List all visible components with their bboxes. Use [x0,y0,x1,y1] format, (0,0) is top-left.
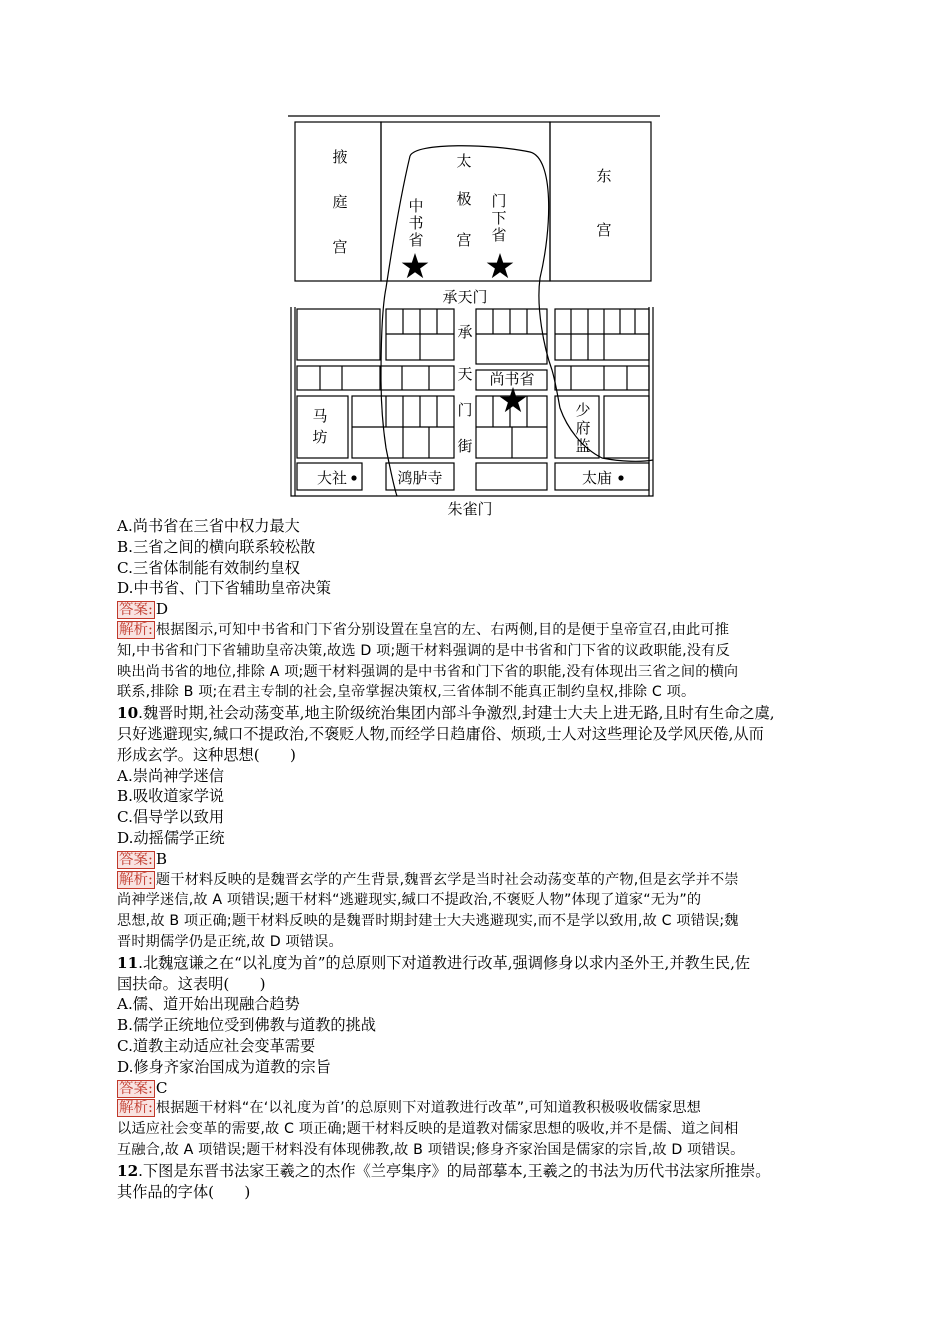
q10-stem: 只好逃避现实,缄口不提政治,不褒贬人物,而经学日趋庸俗、烦琐,士人对这些理论及学风厌倦,从而 [117,724,764,743]
yeting-palace-char: 庭 [332,193,348,211]
q11-stem: 11.北魏寇谦之在“以礼度为首”的总原则下对道教进行改革,强调修身以求内圣外王,并教生民,佐 [117,953,751,972]
zhuque-gate-label: 朱雀门 [447,500,493,518]
q10-analysis-line: 尚神学迷信,故 A 项错误;题干材料“逃避现实,缄口不提政治,不褒贬人物”体现了道家“无为”的 [117,892,702,909]
q10-analysis-line: 解析: 题干材料反映的是魏晋玄学的产生背景,魏晋玄学是当时社会动荡变革的产物,但是玄学并不崇 [119,871,739,888]
east-palace-char: 东 [596,167,612,185]
shaofujian-char: 监 [575,437,591,455]
q9-analysis-line: 联系,排除 B 项;在君主专制的社会,皇帝掌握决策权,三省体制不能真正制约皇权,排除 C 项。 [117,684,696,701]
q11-option-c: C.道教主动适应社会变革需要 [117,1036,316,1055]
q11-option-a: A.儒、道开始出现融合趋势 [117,995,300,1014]
answer-tag: 答案: [119,851,153,868]
shaofujian-char: 少 [575,401,591,419]
honglusi-label: 鸿胪寺 [397,469,443,487]
analysis-tag: 解析: [119,621,153,638]
taiji-palace-char: 宫 [456,231,472,249]
q12-stem: 其作品的字体( ) [117,1182,251,1201]
q11-analysis-line: 互融合,故 A 项错误;题干材料没有体现佛教,故 B 项错误;修身齐家治国是儒家的宗旨,故 D 项错误。 [117,1141,745,1158]
menxia-sheng-char: 省 [491,226,507,244]
answer-value: B [155,849,168,868]
answer-tag: 答案: [119,1080,153,1097]
answer-value: C [155,1078,168,1097]
q9-answer [117,599,837,620]
q9-option-a: A.尚书省在三省中权力最大 [117,517,300,535]
chengtian-street-char: 街 [457,437,473,455]
q11-analysis-line: 解析: 根据题干材料“在‘以礼度为首’的总原则下对道教进行改革”,可知道教积极吸收儒家思想 [119,1100,702,1117]
menxia-sheng-char: 下 [491,209,507,227]
q11-analysis-line: 以适应社会变革的需要,故 C 项正确;题干材料反映的是道教对儒家思想的吸收,并不是儒、道之间相 [117,1121,739,1138]
analysis-tag: 解析: [119,1100,153,1117]
q10-analysis-line: 思想,故 B 项正确;题干材料反映的是魏晋时期封建士大夫逃避现实,而不是学以致用,故 C 项错误;魏 [117,913,739,930]
chengtian-street-char: 天 [457,365,473,383]
q9-analysis-line: 知,中书省和门下省辅助皇帝决策,故选 D 项;题干材料强调的是中书省和门下省的议政职能,没有反 [117,642,730,659]
zhongshu-sheng-char: 省 [408,231,424,249]
q9-option-c: C.三省体制能有效制约皇权 [117,558,300,577]
q10-option-b: B.吸收道家学说 [117,787,225,806]
q10-option-a: A.崇尚神学迷信 [117,766,224,785]
mafang-char: 马 [312,407,328,425]
answer-tag: 答案: [119,602,153,619]
taimiao-label: 太庙 [581,469,613,487]
yeting-palace-char: 掖 [332,148,348,166]
shaofujian-char: 府 [575,419,591,437]
chengtian-gate-label: 承天门 [442,288,488,306]
zhongshu-sheng-char: 中 [408,197,424,215]
question-content [117,516,837,1202]
q10-stem: 形成玄学。这种思想( ) [117,745,296,764]
palace-map-diagram [282,108,672,523]
q9-analysis-line: 映出尚书省的地位,排除 A 项;题干材料强调的是中书省和门下省的职能,没有体现出三省之间的横向 [117,663,739,680]
answer-value: D [155,600,169,619]
dashe-label: 大社 [316,469,348,487]
analysis-tag: 解析: [119,871,153,888]
q11-option-b: B.儒学正统地位受到佛教与道教的挑战 [117,1016,376,1035]
taiji-palace-char: 太 [456,152,472,170]
menxia-sheng-char: 门 [491,192,507,210]
q10-analysis-line: 晋时期儒学仍是正统,故 D 项错误。 [117,933,343,950]
q9-analysis-line: 解析: 根据图示,可知中书省和门下省分别设置在皇宫的左、右两侧,目的是便于皇帝宣召,由此可推 [119,621,730,638]
q11-stem: 国扶命。这表明( ) [117,974,266,993]
chengtian-street-char: 承 [457,323,473,341]
q10-option-d: D.动摇儒学正统 [117,828,225,847]
mafang-char: 坊 [312,428,328,446]
q10-stem: 10.魏晋时期,社会动荡变革,地主阶级统治集团内部斗争激烈,封建士大夫上进无路,且时有生命之虞, [117,704,775,723]
taiji-palace-char: 极 [456,190,472,208]
q10-answer [117,849,837,870]
chengtian-street-char: 门 [457,401,473,419]
q9-option-b: B.三省之间的横向联系较松散 [117,537,316,556]
shangshu-sheng-label: 尚书省 [489,370,535,388]
q12-stem: 12.下图是东晋书法家王羲之的杰作《兰亭集序》的局部摹本,王羲之的书法为历代书法家所推崇。 [117,1161,771,1180]
yeting-palace-char: 宫 [332,238,348,256]
q10-option-c: C.倡导学以致用 [117,808,225,827]
zhongshu-sheng-char: 书 [408,214,424,232]
q9-option-d: D.中书省、门下省辅助皇帝决策 [117,579,331,598]
q11-option-d: D.修身齐家治国成为道教的宗旨 [117,1057,331,1076]
q11-number: 11 [117,953,139,972]
q11-answer [117,1078,837,1099]
east-palace-char: 宫 [596,221,612,239]
q12-number: 12 [117,1161,139,1180]
q10-number: 10 [117,704,139,723]
